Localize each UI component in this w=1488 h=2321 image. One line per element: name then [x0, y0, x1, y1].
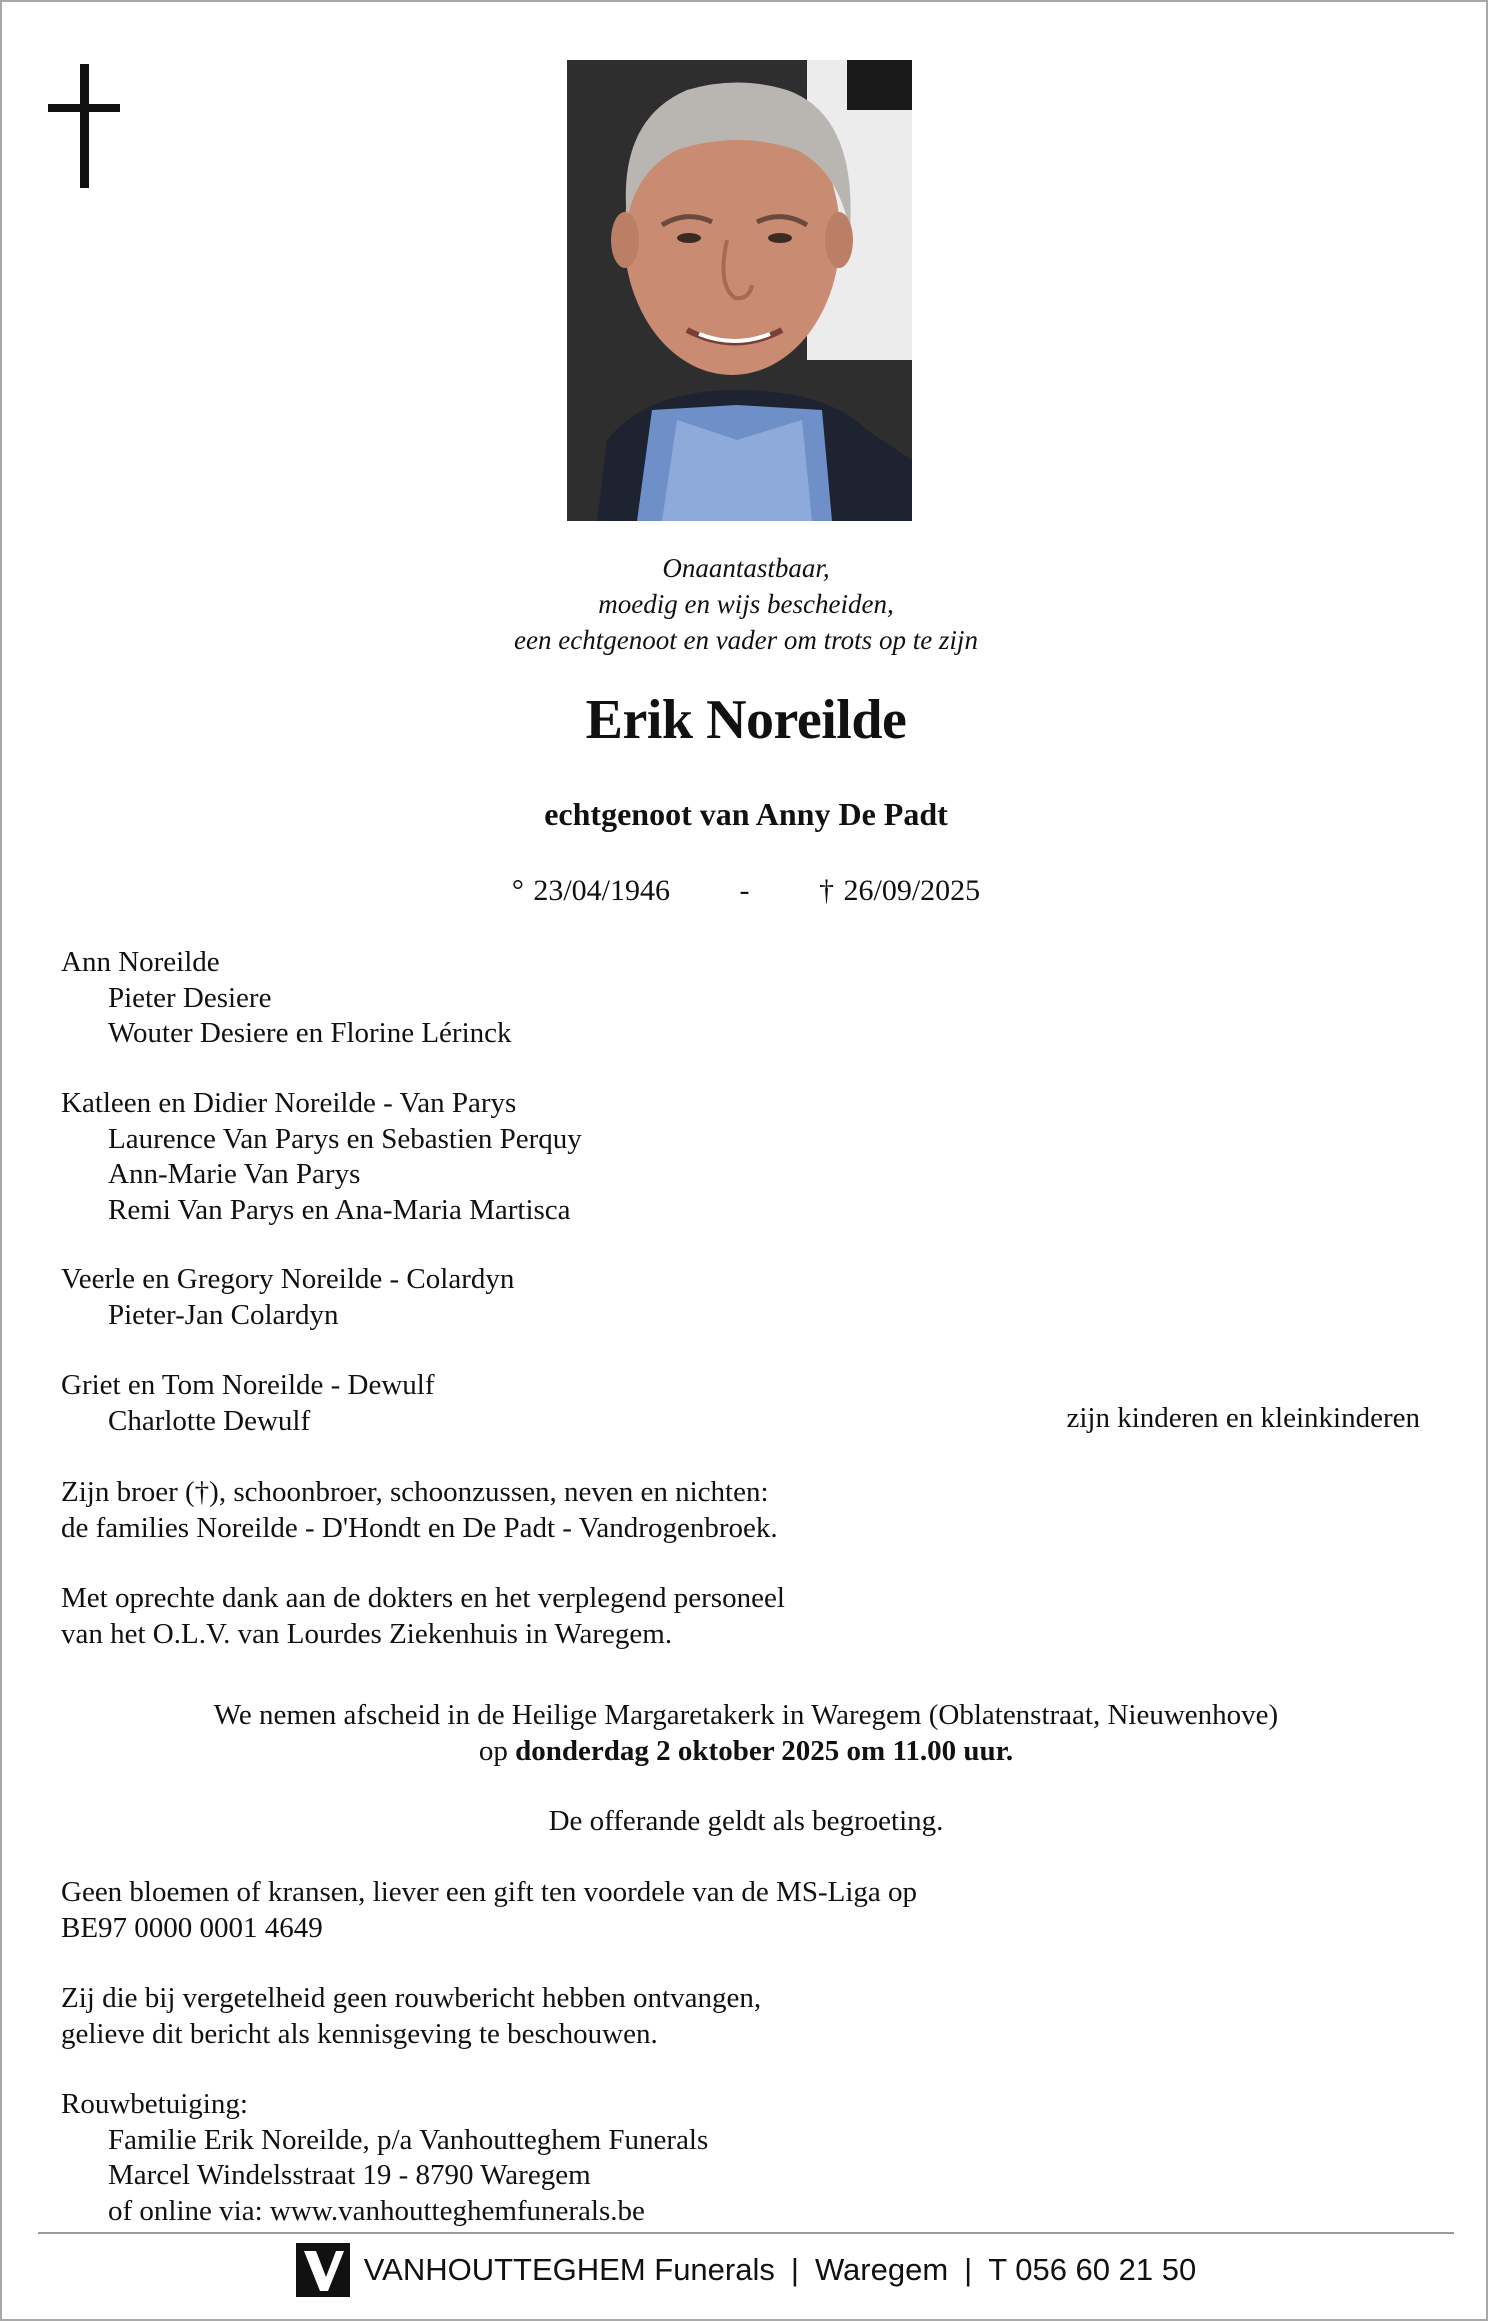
poem-line: Onaantastbaar, — [662, 553, 830, 583]
family-member: Pieter Desiere — [108, 981, 272, 1014]
relatives-block — [61, 1475, 778, 1546]
family-group-3 — [61, 1262, 514, 1333]
family-member: Griet en Tom Noreilde - Dewulf — [61, 1369, 435, 1401]
company-phone: T 056 60 21 50 — [988, 2252, 1197, 2287]
online-prefix: of online via: — [108, 2194, 263, 2227]
family-group-2 — [61, 1086, 582, 1228]
family-member: Charlotte Dewulf — [108, 1404, 311, 1437]
footer-divider — [38, 2232, 1454, 2234]
vanhoutteghem-logo-icon — [296, 2243, 350, 2297]
thanks-block — [61, 1581, 785, 1652]
family-member: Laurence Van Parys en Sebastien Perquy — [108, 1122, 582, 1155]
family-member: Pieter-Jan Colardyn — [108, 1298, 339, 1331]
notice-line: gelieve dit bericht als kennisgeving te beschouwen. — [61, 2017, 658, 2050]
thanks-line: van het O.L.V. van Lourdes Ziekenhuis in Waregem. — [61, 1617, 673, 1650]
family-member: Katleen en Didier Noreilde - Van Parys — [61, 1087, 517, 1119]
footer-separator: | — [964, 2252, 973, 2287]
family-group-4 — [61, 1368, 435, 1439]
funeral-home-footer — [2, 2242, 1488, 2298]
notice-block — [61, 1981, 761, 2052]
birth-date: ° 23/04/1946 — [511, 874, 670, 907]
ceremony-date: donderdag 2 oktober 2025 om 11.00 uur. — [515, 1734, 1014, 1767]
children-tag: zijn kinderen en kleinkinderen — [1066, 1402, 1420, 1434]
death-date: † 26/09/2025 — [819, 874, 981, 907]
poem-line: een echtgenoot en vader om trots op te zijn — [514, 625, 978, 655]
company-city: Waregem — [814, 2252, 949, 2287]
ceremony-block — [2, 1698, 1488, 1769]
thanks-line: Met oprechte dank aan de dokters en het verplegend personeel — [61, 1582, 785, 1614]
offering-line: De offerande geldt als begroeting. — [548, 1805, 944, 1837]
portrait-photo — [567, 60, 912, 521]
footer-separator: | — [790, 2252, 799, 2287]
company-name: VANHOUTTEGHEM Funerals — [363, 2252, 775, 2287]
life-dates — [2, 874, 1488, 908]
condolences-block — [61, 2087, 708, 2229]
relatives-line: de families Noreilde - D'Hondt en De Padt - Vandrogenbroek. — [61, 1511, 778, 1544]
ceremony-prefix: op — [478, 1734, 508, 1767]
family-member: Veerle en Gregory Noreilde - Colardyn — [61, 1263, 515, 1295]
ceremony-location: We nemen afscheid in de Heilige Margaretakerk in Waregem (Oblatenstraat, Nieuwenhove) — [213, 1699, 1279, 1731]
notice-line: Zij die bij vergetelheid geen rouwbericht hebben ontvangen, — [61, 1982, 762, 2014]
family-member: Wouter Desiere en Florine Lérinck — [108, 1017, 512, 1049]
epitaph-poem — [2, 550, 1488, 658]
deceased-name: Erik Noreilde — [585, 689, 907, 751]
cross-icon — [48, 64, 120, 188]
ceremony-time — [2, 1734, 1488, 1770]
condolences-heading: Rouwbetuiging: — [61, 2088, 248, 2120]
flowers-line: Geen bloemen of kransen, liever een gift ten voordele van de MS-Liga op — [61, 1876, 918, 1908]
flowers-block — [61, 1875, 917, 1946]
relatives-line: Zijn broer (†), schoonbroer, schoonzussen, neven en nichten: — [61, 1476, 769, 1508]
condolences-online — [61, 2194, 708, 2230]
family-member: Ann Noreilde — [61, 946, 220, 978]
spouse-line: echtgenoot van Anny De Padt — [544, 796, 948, 832]
bank-account: BE97 0000 0001 4649 — [61, 1911, 323, 1944]
date-separator: - — [739, 874, 750, 907]
family-member: Ann-Marie Van Parys — [108, 1158, 361, 1190]
condolences-line: Familie Erik Noreilde, p/a Vanhoutteghem Funerals — [108, 2123, 709, 2156]
poem-line: moedig en wijs bescheiden, — [598, 589, 894, 619]
condolences-line: Marcel Windelsstraat 19 - 8790 Waregem — [108, 2159, 591, 2191]
family-group-1 — [61, 945, 512, 1052]
family-member: Remi Van Parys en Ana-Maria Martisca — [108, 1193, 571, 1226]
website-link[interactable]: www.vanhoutteghemfunerals.be — [269, 2194, 645, 2227]
